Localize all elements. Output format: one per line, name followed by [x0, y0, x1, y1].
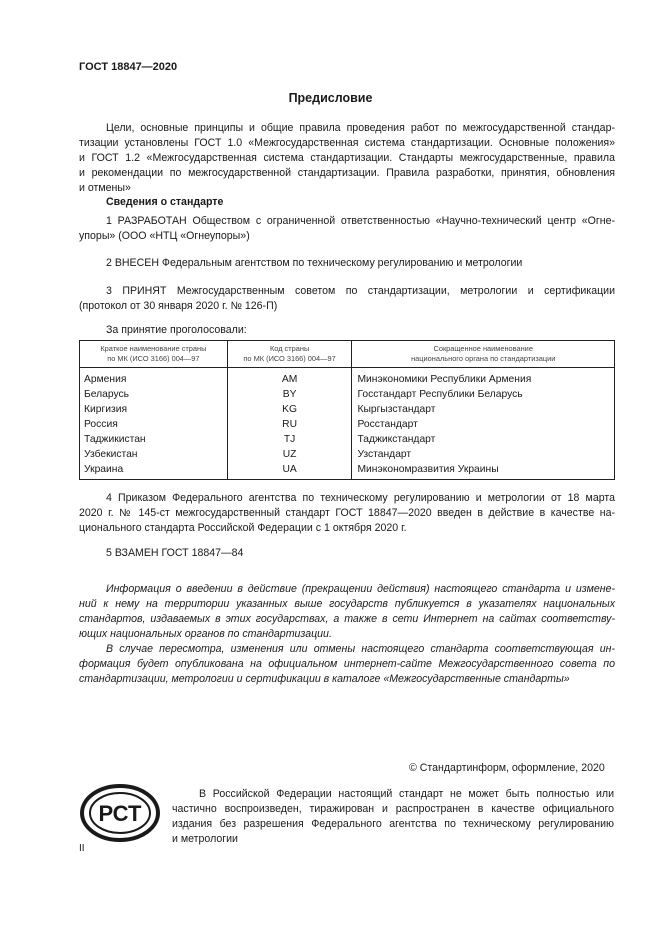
text-line: тизации установлены ГОСТ 1.0 «Межгосударственная система стандартизации. Основные положения»	[79, 137, 615, 149]
text-line: стандартизации, метрологии и сертификации в каталоге «Межгосударственные стандарты»	[79, 673, 570, 685]
cell-body: Госстандарт Республики Беларусь	[352, 387, 615, 402]
cell-body: Минэкономразвития Украины	[352, 462, 615, 480]
cell-body: Таджикстандарт	[352, 432, 615, 447]
text-line: 3 ПРИНЯТ Межгосударственным советом по стандартизации, метрологии и сертификации	[106, 285, 615, 297]
text-line: Информация о введении в действие (прекращении действия) настоящего стандарта и измене-	[106, 583, 615, 595]
cell-code: TJ	[227, 432, 352, 447]
table-row	[80, 368, 615, 388]
text-line: ющих национальных органов по стандартизации.	[79, 628, 332, 640]
table-row	[80, 417, 615, 432]
cell-code: KG	[227, 402, 352, 417]
cell-code: BY	[227, 387, 352, 402]
cell-body: Росстандарт	[352, 417, 615, 432]
table-row	[80, 462, 615, 480]
text-line: упоры» (ООО «НТЦ «Огнеупоры»)	[79, 230, 250, 242]
cell-country: Беларусь	[80, 387, 228, 402]
column-header-body: Сокращенное наименование национального органа по стандартизации	[352, 341, 615, 368]
cell-body: Узстандарт	[352, 447, 615, 462]
text-line: стандартов, издаваемых в этих государствах, а также в сети Интернет на сайтах соответству-	[79, 613, 615, 625]
copyright-notice: © Стандартинформ, оформление, 2020	[409, 762, 605, 774]
text-line: и рекомендации по межгосударственной стандартизации. Правила разработки, принятия, обновления	[79, 167, 615, 179]
document-code: ГОСТ 18847—2020	[79, 61, 178, 73]
text-line: частично воспроизведен, тиражирован и распространен в качестве официального	[172, 803, 614, 815]
text-line: издания без разрешения Федерального агентства по техническому регулированию	[172, 818, 614, 830]
cell-country: Киргизия	[80, 402, 228, 417]
cell-code: AM	[227, 368, 352, 388]
rst-certification-mark-icon	[79, 783, 161, 848]
text-line: 2020 г. № 145-ст межгосударственный стандарт ГОСТ 18847—2020 введен в действие в качестве на-	[79, 507, 615, 519]
text-line: и ГОСТ 1.2 «Межгосударственная система стандартизации. Стандарты межгосударственные, правила	[79, 152, 615, 164]
text-line: В Российской Федерации настоящий стандарт не может быть полностью или	[199, 788, 614, 800]
item-enacted-by-order	[79, 491, 615, 536]
item-replaces: 5 ВЗАМЕН ГОСТ 18847—84	[106, 547, 244, 559]
text-line: 4 Приказом Федерального агентства по техническому регулированию и метрологии от 18 марта	[106, 492, 615, 504]
cell-country: Узбекистан	[80, 447, 228, 462]
table-row	[80, 387, 615, 402]
text-line: и метрологии	[172, 833, 238, 845]
table-row	[80, 447, 615, 462]
cell-country: Украина	[80, 462, 228, 480]
text-line: Цели, основные принципы и общие правила проведения работ по межгосударственной стандар-	[106, 122, 615, 134]
cell-country: Армения	[80, 368, 228, 388]
cell-country: Россия	[80, 417, 228, 432]
text-line: формация будет опубликована на официальном интернет-сайте Межгосударственного совета по	[79, 658, 615, 670]
cell-country: Таджикистан	[80, 432, 228, 447]
text-line: (протокол от 30 января 2020 г. № 126-П)	[79, 300, 278, 312]
cell-code: UZ	[227, 447, 352, 462]
item-developed-by	[79, 214, 615, 244]
section-heading: Сведения о стандарте	[106, 196, 224, 208]
text-line: В случае пересмотра, изменения или отмены настоящего стандарта соответствующая ин-	[106, 643, 615, 655]
page-number: II	[79, 843, 85, 854]
cell-code: UA	[227, 462, 352, 480]
table-row	[80, 432, 615, 447]
cell-body: Кыргызстандарт	[352, 402, 615, 417]
vote-intro: За принятие проголосовали:	[106, 324, 247, 336]
text-line: и отмены»	[79, 182, 131, 194]
text-line: ний к нему на территории указанных выше государств публикуется в указателях национальных	[79, 598, 615, 610]
item-introduced-by: 2 ВНЕСЕН Федеральным агентством по техническому регулированию и метрологии	[106, 257, 523, 269]
page-title: Предисловие	[288, 91, 373, 105]
cell-body: Минэкономики Республики Армения	[352, 368, 615, 388]
cell-code: RU	[227, 417, 352, 432]
vote-table	[79, 340, 615, 480]
reproduction-notice	[172, 787, 614, 847]
intro-paragraph	[79, 121, 615, 196]
column-header-country: Краткое наименование страны по МК (ИСО 3166) 004—97	[80, 341, 228, 368]
table-row	[80, 402, 615, 417]
publication-notice	[79, 582, 615, 687]
text-line: ционального стандарта Российской Федерации с 1 октября 2020 г.	[79, 522, 407, 534]
item-adopted-by	[79, 284, 615, 314]
text-line: 1 РАЗРАБОТАН Обществом с ограниченной ответственностью «Научно-технический центр «Огне-	[106, 215, 615, 227]
svg-text:РСТ: РСТ	[98, 801, 142, 826]
column-header-code: Код страны по МК (ИСО 3166) 004—97	[227, 341, 352, 368]
table-header-row	[80, 341, 615, 368]
